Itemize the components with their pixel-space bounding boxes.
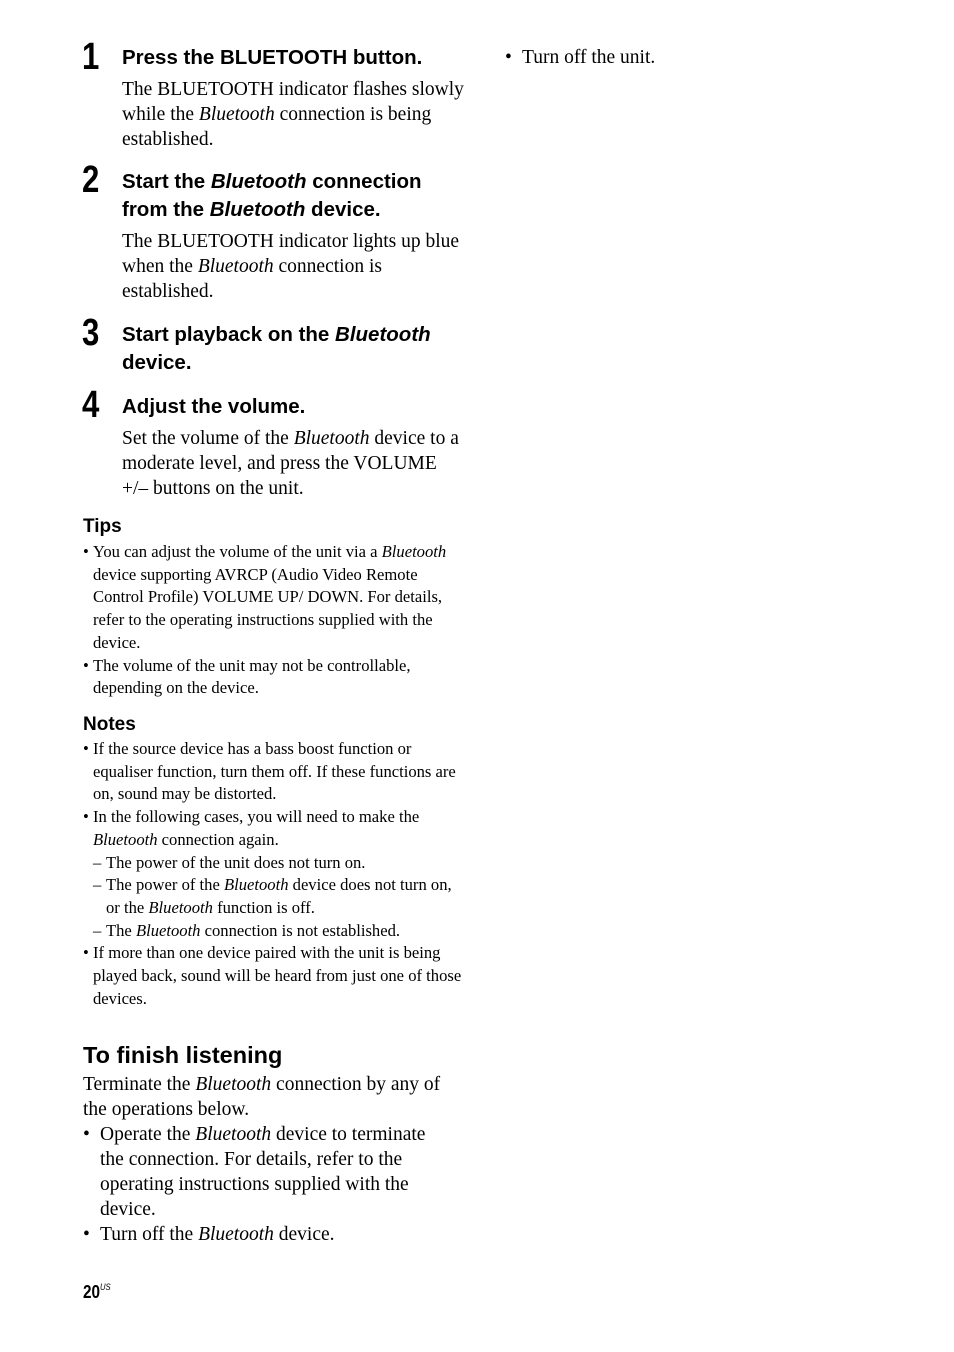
step-4-body: Set the volume of the Bluetooth device to a moderate level, and press the VOLUME +/– buttons on the unit. [122,428,459,499]
finish-heading: To finish listening [83,1042,283,1068]
tips-heading: Tips [83,516,122,537]
step-4-number: 4 [82,384,100,426]
page-number: $20^{US}$ [83,1282,111,1302]
list-item: • If the source device has a bass boost function or equaliser function, turn them off. If these functions are on, sound may be distorted. [83,739,456,804]
list-item: • You can adjust the volume of the unit via a Bluetooth device supporting AVRCP (Audio Video Remote Control Profile) VOLUME UP/ DOWN. For details, refer to the operating instructions supplied with the device. [83,542,447,652]
finish-intro: Terminate the Bluetooth connection by any of the operations below. [83,1074,441,1120]
step-3-heading: Start playback on the Bluetooth device. [122,323,431,374]
list-item: • The volume of the unit may not be controllable, depending on the device. [83,655,411,698]
step-1-heading: Press the BLUETOOTH button. [122,46,423,69]
step-4-heading: Adjust the volume. [122,395,306,418]
step-2-body: The BLUETOOTH indicator lights up blue when the Bluetooth connection is established. [122,231,460,302]
list-item: • In the following cases, you will need to make the Bluetooth connection again. [83,807,420,849]
sub-list-item: – The power of the unit does not turn on. [93,852,366,872]
step-2-heading: Start the Bluetooth connection from the Bluetooth device. [122,170,422,221]
step-2-number: 2 [82,159,100,201]
sub-list-item: – The Bluetooth connection is not established. [93,920,401,940]
finish-list [83,1122,453,1247]
step-1-number: 1 [82,36,100,78]
list-item: • Turn off the Bluetooth device. [83,1224,335,1245]
notes-heading: Notes [83,714,136,735]
step-1-body: The BLUETOOTH indicator flashes slowly while the Bluetooth connection is being established. [122,79,464,150]
list-item: • Turn off the unit. [505,47,656,68]
tips-list [83,541,463,700]
step-3-number: 3 [82,312,100,354]
sub-list-item: – The power of the Bluetooth device does not turn on, or the Bluetooth function is off. [93,875,452,917]
list-item: • Operate the Bluetooth device to terminate the connection. For details, refer to the operating instructions supplied with the device. [83,1124,426,1220]
finish-list-continued [505,45,875,70]
list-item: • If more than one device paired with the unit is being played back, sound will be heard from just one of those devices. [83,943,462,1008]
notes-list [83,738,463,1010]
